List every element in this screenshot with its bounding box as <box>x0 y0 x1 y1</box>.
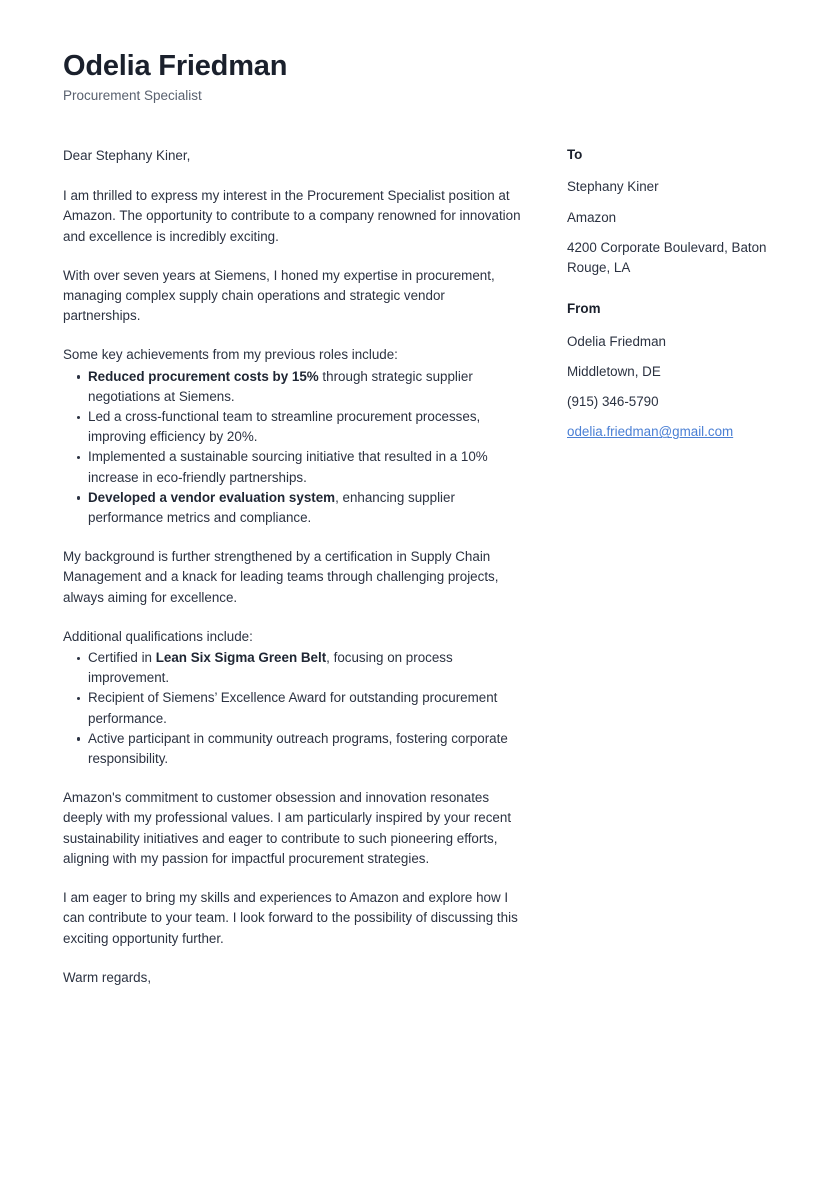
sender-phone: (915) 346-5790 <box>567 394 659 410</box>
paragraph-values: Amazon's commitment to customer obsession and innovation resonates deeply with my professional values. I am particularly inspired by your recent sustainability initiatives and eager to contribute to such pioneering efforts, aligning with my passion for impactful procurement strategies. <box>63 790 512 866</box>
letter-body <box>63 146 521 988</box>
list-item-text: Recipient of Siemens’ Excellence Award for outstanding procurement performance. <box>88 690 498 726</box>
paragraph-intro: I am thrilled to express my interest in the Procurement Specialist position at Amazon. The opportunity to contribute to a company renowned for innovation and excellence is incredibly exciting. <box>63 188 521 244</box>
sender-email-link[interactable]: odelia.friedman@gmail.com <box>567 424 734 440</box>
salutation: Dear Stephany Kiner, <box>63 148 191 163</box>
list-item-text: through strategic supplier negotiations at Siemens. <box>88 368 473 404</box>
recipient-company: Amazon <box>567 209 617 225</box>
sender-name: Odelia Friedman <box>567 333 666 349</box>
applicant-name: Odelia Friedman <box>63 50 288 82</box>
list-item <box>63 688 521 728</box>
list-item-emphasis: Lean Six Sigma Green Belt <box>155 650 327 666</box>
list-item-text: , enhancing supplier performance metrics and compliance. <box>88 489 455 526</box>
list-item <box>63 447 521 487</box>
list-item-emphasis: Developed a vendor evaluation system <box>88 489 336 505</box>
list-item-text: Certified in <box>88 650 156 666</box>
list-item <box>63 407 521 447</box>
to-heading: To <box>567 147 583 162</box>
achievements-lead-in: Some key achievements from my previous roles include: <box>63 347 398 363</box>
list-item-text: Active participant in community outreach programs, fostering corporate responsibility. <box>88 730 508 767</box>
signoff: Warm regards, <box>63 969 152 985</box>
paragraph-background: My background is further strengthened by a certification in Supply Chain Management and a knack for leading teams through challenging projects, always aiming for excellence. <box>63 549 499 605</box>
address-sidebar <box>567 146 779 464</box>
list-item <box>63 367 521 407</box>
paragraph-closing: I am eager to bring my skills and experiences to Amazon and explore how I can contribute to your team. I look forward to the possibility of discussing this exciting opportunity further. <box>63 890 518 946</box>
list-item-text: , focusing on process improvement. <box>88 650 453 686</box>
from-heading: From <box>567 301 601 317</box>
paragraph-experience: With over seven years at Siemens, I honed my expertise in procurement, managing complex supply chain operations and strategic vendor partnerships. <box>63 267 495 324</box>
list-item-text: Led a cross-functional team to streamline procurement processes, improving efficiency by 20%. <box>88 409 481 445</box>
qualifications-list <box>63 648 521 769</box>
applicant-role: Procurement Specialist <box>63 88 202 104</box>
sender-location: Middletown, DE <box>567 363 661 379</box>
list-item <box>63 488 521 528</box>
recipient-address: 4200 Corporate Boulevard, Baton Rouge, LA <box>567 239 767 276</box>
list-item-text: Implemented a sustainable sourcing initiative that resulted in a 10% increase in eco-friendly partnerships. <box>88 449 488 485</box>
to-block <box>567 146 779 278</box>
qualifications-lead-in: Additional qualifications include: <box>63 628 253 644</box>
list-item-emphasis: Reduced procurement costs by 15% <box>88 368 319 384</box>
letter-header <box>63 50 763 105</box>
achievements-list <box>63 367 521 529</box>
list-item <box>63 729 521 769</box>
sender-email-line <box>567 422 779 442</box>
from-block <box>567 300 779 442</box>
list-item <box>63 648 521 688</box>
recipient-name: Stephany Kiner <box>567 179 659 195</box>
